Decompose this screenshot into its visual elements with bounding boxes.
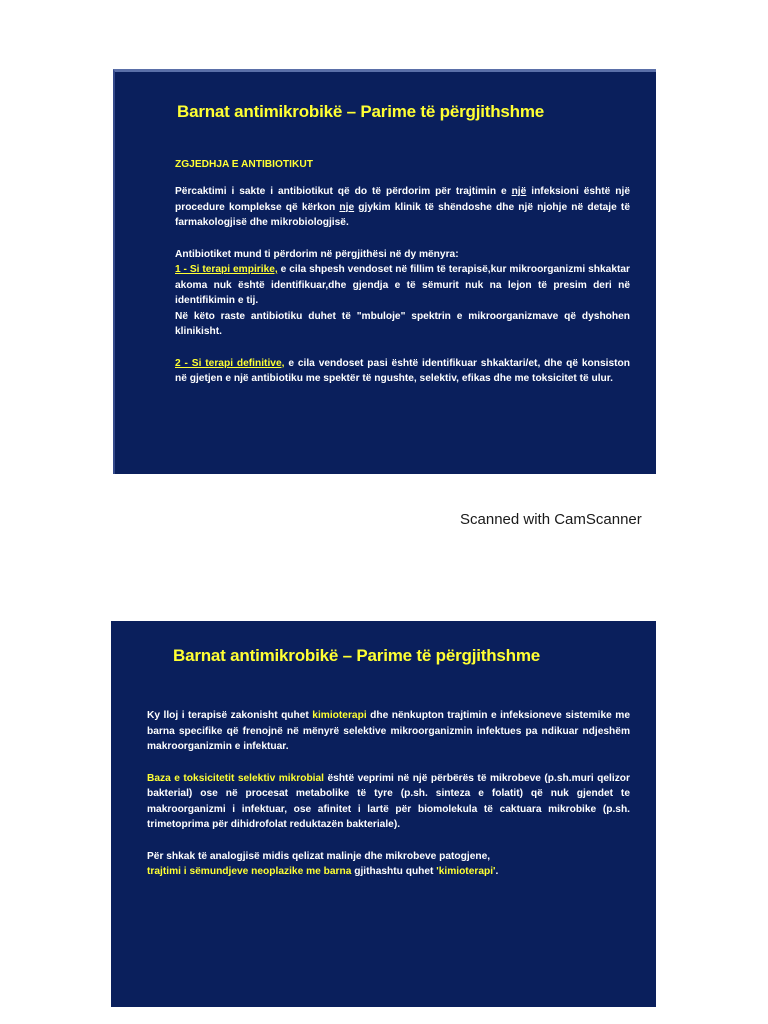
- slide-1-item-1-note: Në këto raste antibiotiku duhet të "mbuloje" spektrin e mikroorganizmave që dyshohen klinikisht.: [175, 310, 630, 337]
- slide-2-paragraph-2: Baza e toksicitetit selektiv mikrobial është veprimi në një përbërës të mikrobeve (p.sh.muri qelizor bakterial) ose në procesat metabolike të tyre (p.sh. sinteza e folatit) që nuk gjendet te makroorganizmi i infektuar, ose afinitet i lartë për biomolekula të caktuara mikrobike (p.sh. trimetoprima për dihidrofolat reduktazën bakteriale).: [147, 772, 630, 830]
- slide-2-paragraph-1: Ky lloj i terapisë zakonisht quhet kimioterapi dhe nënkupton trajtimin e infeksioneve sistemike me barna specifike që frenojnë në mënyrë selektive mikroorganizmin infektues pa ndikuar ndjeshëm makroorganizmin e infektuar.: [147, 710, 630, 752]
- section-heading: ZGJEDHJA E ANTIBIOTIKUT: [175, 159, 313, 170]
- slide-1-title: Barnat antimikrobikë – Parime të përgjithshme: [177, 102, 545, 121]
- slide-2: [111, 621, 656, 1007]
- slide-1-item-1: 1 - Si terapi empirike, e cila shpesh vendoset në fillim të terapisë,kur mikroorganizmi shkaktar akoma nuk është identifikuar,dhe gjendja e të sëmurit nuk na lejon të presim deri në identifikimin e tij.: [175, 264, 631, 306]
- slide-1-intro: Antibiotiket mund ti përdorim në përgjithësi në dy mënyra:: [175, 248, 459, 260]
- slide-2-title: Barnat antimikrobikë – Parime të përgjithshme: [173, 646, 541, 665]
- slide-1: [113, 69, 656, 474]
- slide-2-paragraph-3: Për shkak të analogjisë midis qelizat malinje dhe mikrobeve patogjene, trajtimi i sëmundjeve neoplazike me barna gjithashtu quhet 'kimioterapi'.: [147, 850, 499, 877]
- camscanner-watermark: Scanned with CamScanner: [460, 511, 642, 528]
- slide-1-paragraph-1: Përcaktimi i sakte i antibiotikut që do të përdorim për trajtimin e një infeksioni është një procedure komplekse që kërkon nje gjykim klinik të shëndoshe dhe një njohje në detaje të farmakologjisë dhe mikrobiologjisë.: [175, 186, 630, 228]
- slide-1-item-2: 2 - Si terapi definitive, e cila vendoset pasi është identifikuar shkaktari/et, dhe që konsiston në gjetjen e një antibiotiku me spektër të ngushte, selektiv, efikas dhe me toksicitet të ulur.: [175, 357, 630, 384]
